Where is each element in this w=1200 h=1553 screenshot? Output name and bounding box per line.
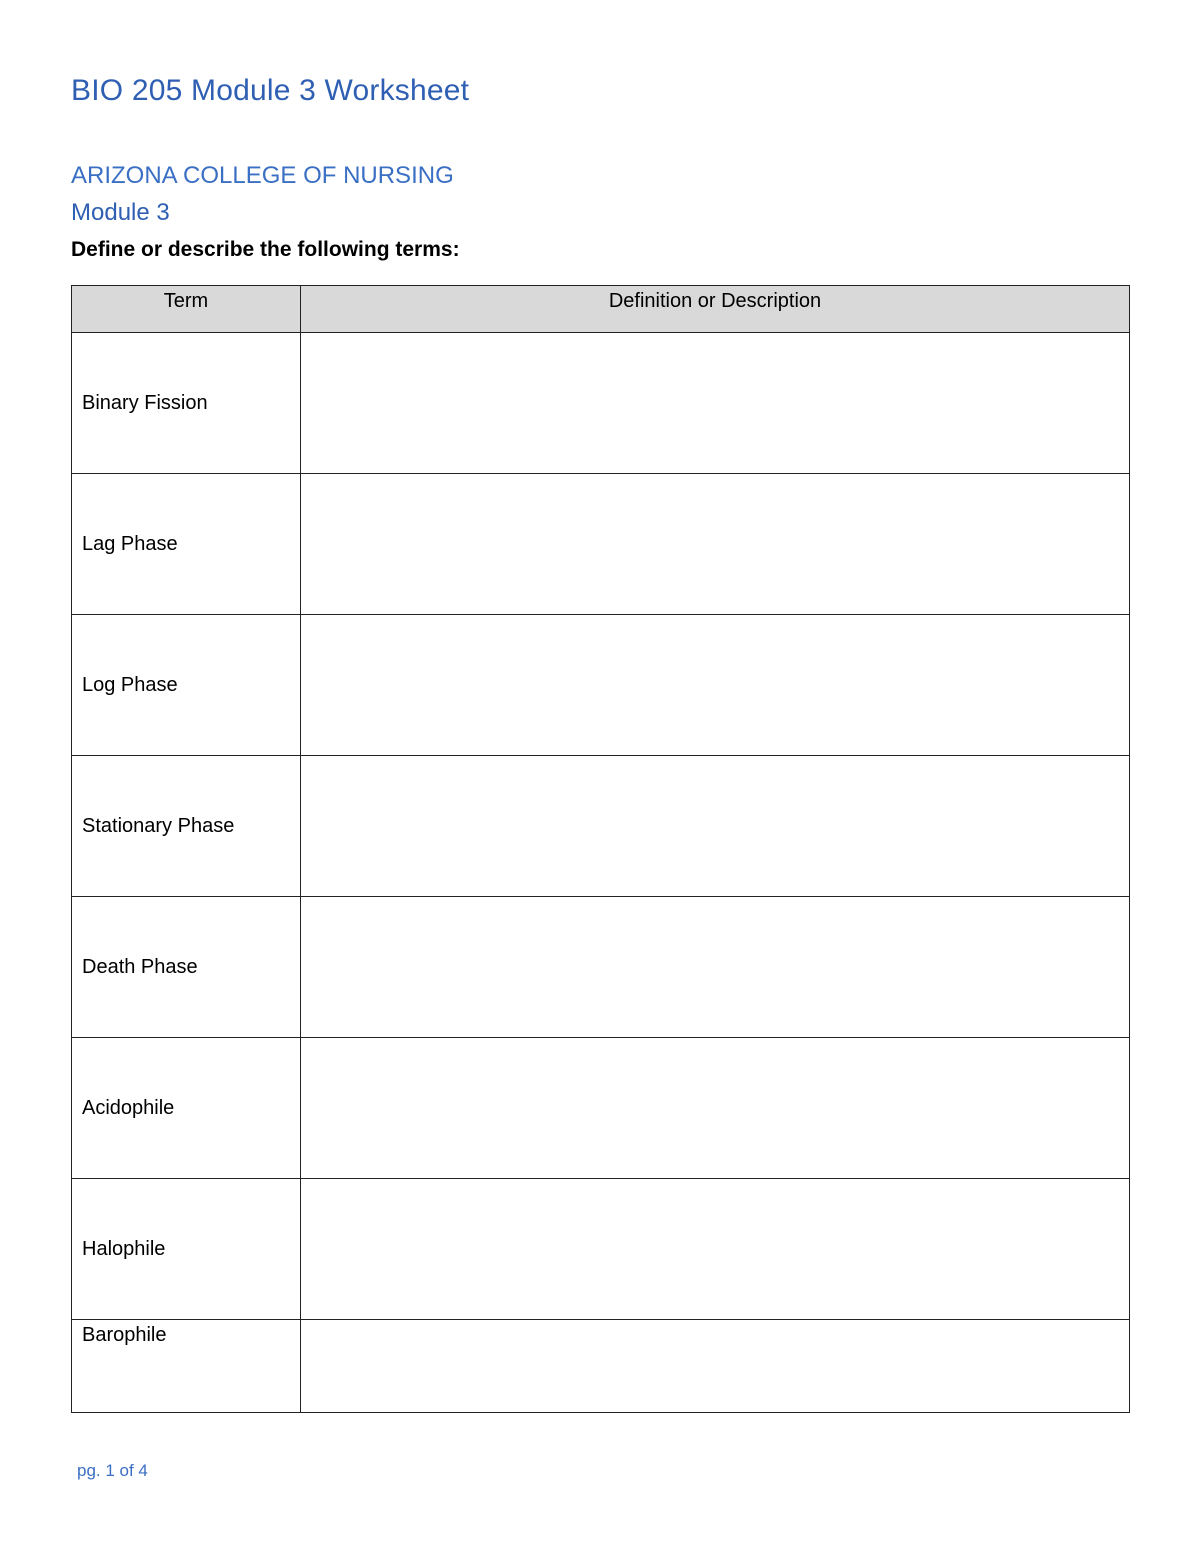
- table-row: [72, 1179, 1130, 1320]
- organization-name: ARIZONA COLLEGE OF NURSING: [71, 162, 454, 189]
- definition-cell[interactable]: [301, 333, 1130, 474]
- instructions-text: Define or describe the following terms:: [71, 238, 460, 261]
- definition-cell[interactable]: [301, 756, 1130, 897]
- term-cell: Death Phase: [72, 897, 301, 1038]
- table-row: [72, 756, 1130, 897]
- module-heading: Module 3: [71, 199, 170, 226]
- term-cell: Binary Fission: [72, 333, 301, 474]
- term-cell: Acidophile: [72, 1038, 301, 1179]
- page-number: pg. 1 of 4: [77, 1461, 148, 1480]
- table-header-row: [72, 286, 1130, 333]
- table-row: [72, 897, 1130, 1038]
- definition-cell[interactable]: [301, 897, 1130, 1038]
- definition-cell[interactable]: [301, 474, 1130, 615]
- term-column-header: Term: [72, 286, 301, 333]
- terms-table: [71, 285, 1130, 1413]
- table-row: [72, 1038, 1130, 1179]
- document-title: BIO 205 Module 3 Worksheet: [71, 74, 470, 107]
- definition-cell[interactable]: [301, 1179, 1130, 1320]
- definition-column-header: Definition or Description: [301, 286, 1130, 333]
- table-row: [72, 474, 1130, 615]
- definition-cell[interactable]: [301, 615, 1130, 756]
- term-cell: Halophile: [72, 1179, 301, 1320]
- term-cell: Stationary Phase: [72, 756, 301, 897]
- term-cell: Log Phase: [72, 615, 301, 756]
- table-row: [72, 615, 1130, 756]
- term-cell: Lag Phase: [72, 474, 301, 615]
- definition-cell[interactable]: [301, 1320, 1130, 1413]
- term-cell: Barophile: [72, 1320, 301, 1413]
- definition-cell[interactable]: [301, 1038, 1130, 1179]
- table-row: [72, 1320, 1130, 1413]
- table-row: [72, 333, 1130, 474]
